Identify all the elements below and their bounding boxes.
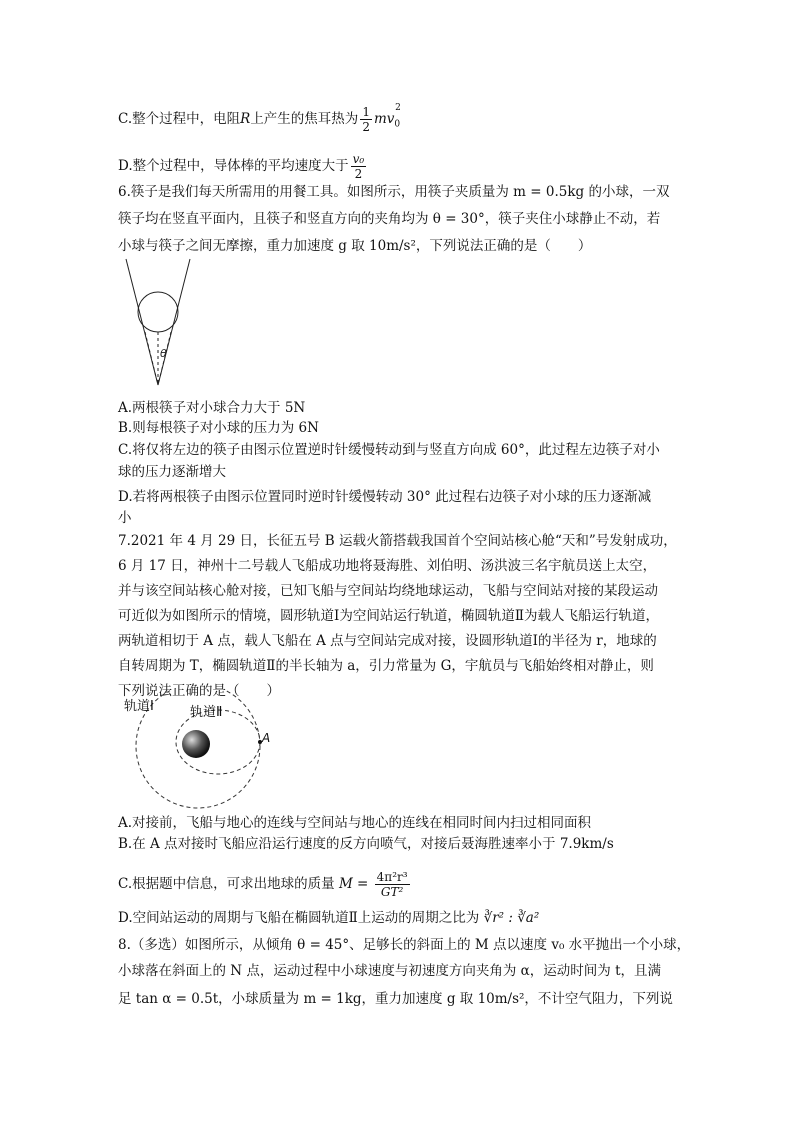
q8-stem-line-3: 足 tan α = 0.5t，小球质量为 m = 1kg，重力加速度 g 取 10m/s²，不计空气阻力，下列说: [118, 991, 673, 1007]
earth: [182, 730, 210, 758]
q8-stem-line-2: 小球落在斜面上的 N 点，运动过程中小球速度与初速度方向夹角为 α，运动时间为 t，且满: [118, 963, 662, 979]
q5-option-d: D.整个过程中，导体棒的平均速度大于 $\frac{\text{v₀}}{2}$: [118, 152, 365, 181]
q7-stem-line-2: 6 月 17 日，神州十二号载人飞船成功地将聂海胜、刘伯明、汤洪波三名宇航员送上太空，: [118, 558, 657, 574]
q7-stem-line-4: 可近似为如图所示的情境，圆形轨道Ⅰ为空间站运行轨道，椭圆轨道Ⅱ为载人飞船运行轨道，: [118, 608, 660, 624]
q5-d-fraction: $\frac{\text{v₀}}{2}$: [352, 152, 365, 181]
q8-stem-line-1: 8.（多选）如图所示，从倾角 θ = 45°、足够长的斜面上的 M 点以速度 v₀ 水平抛出一个小球，: [118, 937, 691, 953]
q6-stem-line-2: 筷子均在竖直平面内，且筷子和竖直方向的夹角均为 θ = 30°，筷子夹住小球静止不动，若: [118, 211, 661, 227]
q6-stem-line-3: 小球与筷子之间无摩擦，重力加速度 g 取 10m/s²，下列说法正确的是（ ）: [118, 238, 592, 254]
q6-option-d-line-1: D.若将两根筷子由图示位置同时逆时针缓慢转动 30° 此过程右边筷子对小球的压力逐渐减: [118, 489, 652, 505]
q7-option-c: C.根据题中信息，可求出地球的质量 M = $\frac{\text{4π²r³}}{\text{GT²}}$: [118, 870, 408, 899]
q6-option-b: B.则每根筷子对小球的压力为 6N: [118, 420, 319, 436]
label-a: A: [262, 731, 271, 745]
label-orbit-2: 轨道Ⅱ: [190, 705, 223, 720]
q7-stem-line-7: 下列说法正确的是（ ）: [118, 683, 280, 699]
q6-option-d-line-2: 小: [118, 510, 132, 526]
q7-stem-line-5: 两轨道相切于 A 点，载人飞船在 A 点与空间站完成对接，设圆形轨道Ⅰ的半径为 r，地球的: [118, 633, 657, 649]
ball: [138, 292, 178, 332]
chopsticks-figure: [118, 255, 208, 395]
q7-option-b: B.在 A 点对接时飞船应沿运行速度的反方向喷气，对接后聂海胜速率小于 7.9km/s: [118, 836, 614, 852]
q6-option-c-line-2: 球的压力逐渐增大: [118, 464, 226, 480]
label-orbit-1: 轨道Ⅰ: [124, 699, 154, 714]
q7-c-fraction: $\frac{\text{4π²r³}}{\text{GT²}}$: [376, 870, 408, 899]
q6-stem-line-1: 6.筷子是我们每天所需用的用餐工具。如图所示，用筷子夹质量为 m = 0.5kg 的小球，一双: [118, 184, 670, 200]
theta-label: θ: [160, 347, 167, 360]
q7-option-d: D.空间站运动的周期与飞船在椭圆轨道Ⅱ上运动的周期之比为 ∛r² : ∛a²: [118, 910, 540, 926]
q6-option-a: A.两根筷子对小球合力大于 5N: [118, 400, 306, 416]
q5-option-c: C.整个过程中，电阻R上产生的焦耳热为 $\frac{1}{2}$ $mv_0^2$: [118, 102, 401, 134]
orbit-figure: [118, 690, 278, 810]
q7-option-a: A.对接前，飞船与地心的连线与空间站与地心的连线在相同时间内扫过相同面积: [118, 815, 592, 831]
q7-stem-line-1: 7.2021 年 4 月 29 日，长征五号 B 运载火箭搭载我国首个空间站核心舱“天和”号发射成功，: [118, 533, 677, 549]
left-chopstick: [126, 259, 158, 385]
right-chopstick: [158, 259, 190, 385]
q7-stem-line-6: 自转周期为 T，椭圆轨道Ⅱ的半长轴为 a，引力常量为 G，宇航员与飞船始终相对静止，则: [118, 658, 654, 674]
q6-option-c-line-1: C.将仅将左边的筷子由图示位置逆时针缓慢转动到与竖直方向成 60°，此过程左边筷子对小: [118, 442, 660, 458]
q5-c-fraction: $\frac{1}{2}$: [362, 105, 370, 134]
q7-stem-line-3: 并与该空间站核心舱对接，已知飞船与空间站均绕地球运动，飞船与空间站对接的某段运动: [118, 583, 658, 599]
